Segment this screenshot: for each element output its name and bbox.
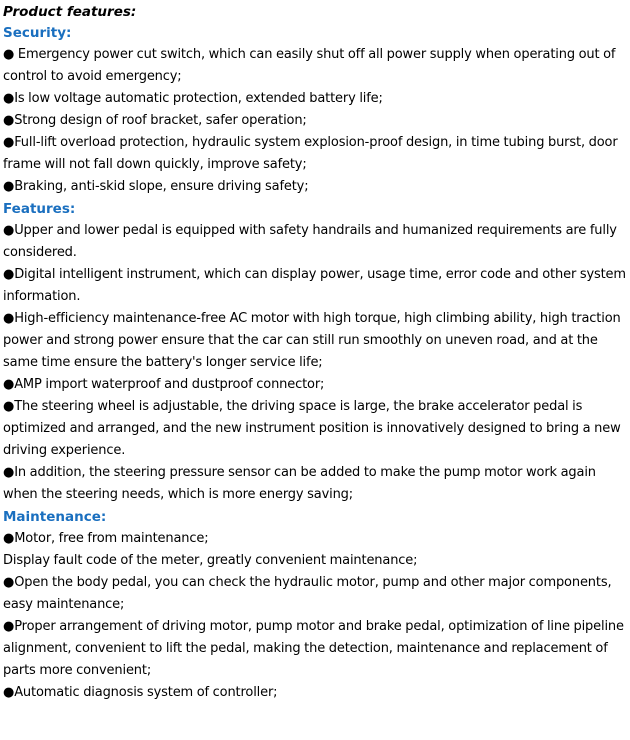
section-heading: Security: <box>3 25 72 41</box>
list-item: ●Full-lift overload protection, hydraulic system explosion-proof design, in time tubing burst, door frame will not fall down quickly, improve safety; <box>3 135 618 172</box>
list-item: ●Motor, free from maintenance; <box>3 531 209 546</box>
list-item: ●Open the body pedal, you can check the hydraulic motor, pump and other major components, easy maintenance; <box>3 575 612 612</box>
list-item: ●Automatic diagnosis system of controller; <box>3 685 278 700</box>
list-item: ●High-efficiency maintenance-free AC motor with high torque, high climbing ability, high traction power and strong power ensure that the car can still run smoothly on uneven road, and at the same time ensure the battery's longer service life; <box>3 311 621 370</box>
list-item: ●Strong design of roof bracket, safer operation; <box>3 113 307 128</box>
product-features-document <box>3 2 627 704</box>
list-item: ●Digital intelligent instrument, which can display power, usage time, error code and other system information. <box>3 267 626 304</box>
list-item: ●AMP import waterproof and dustproof connector; <box>3 377 325 392</box>
section-features <box>3 198 627 506</box>
section-heading: Maintenance: <box>3 509 107 525</box>
list-item: ● Emergency power cut switch, which can easily shut off all power supply when operating out of control to avoid emergency; <box>3 47 616 84</box>
list-item: ●Upper and lower pedal is equipped with safety handrails and humanized requirements are fully considered. <box>3 223 617 260</box>
section-maintenance <box>3 506 627 704</box>
list-item: ●Braking, anti-skid slope, ensure driving safety; <box>3 179 309 194</box>
list-item: ●The steering wheel is adjustable, the driving space is large, the brake accelerator pedal is optimized and arranged, and the new instrument position is innovatively designed to bring a new driving experience. <box>3 399 621 458</box>
section-security <box>3 22 627 198</box>
section-heading: Features: <box>3 201 76 217</box>
list-item: ●Proper arrangement of driving motor, pump motor and brake pedal, optimization of line pipeline alignment, convenient to lift the pedal, making the detection, maintenance and replacement of parts more convenient; <box>3 619 624 678</box>
list-item: ●Is low voltage automatic protection, extended battery life; <box>3 91 383 106</box>
list-item: ●In addition, the steering pressure sensor can be added to make the pump motor work again when the steering needs, which is more energy saving; <box>3 465 596 502</box>
document-title: Product features: <box>3 4 137 20</box>
list-item: Display fault code of the meter, greatly convenient maintenance; <box>3 553 418 568</box>
